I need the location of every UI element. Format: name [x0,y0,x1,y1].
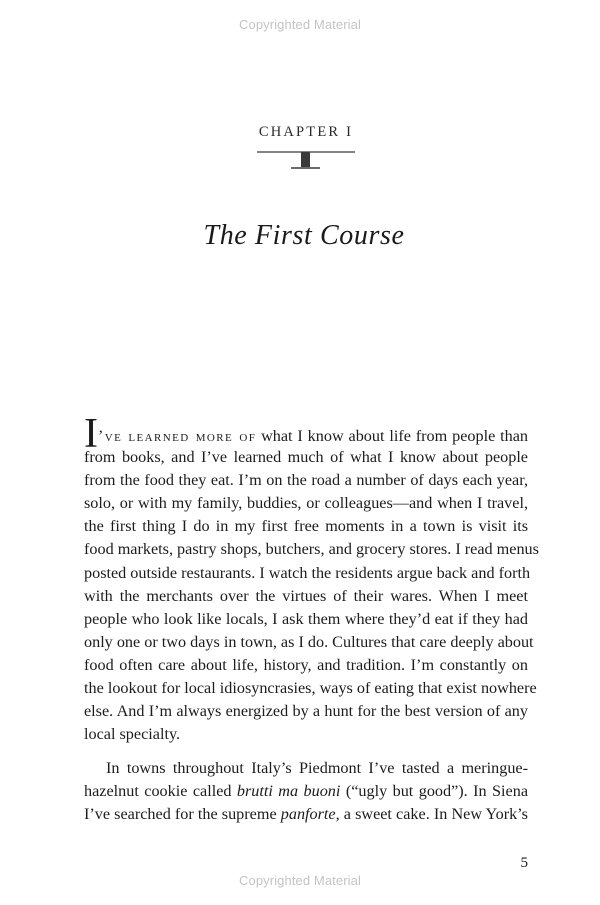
page-number: 5 [520,855,528,871]
text-line [84,803,528,826]
text-line: with the merchants over the virtues of their wares. When I meet [84,586,528,605]
text-line: else. And I’m always energized by a hunt for the best version of any [84,702,528,721]
text-line: from books, and I’ve learned much of what I know about people [84,448,528,467]
chapter-title: The First Course [203,220,405,251]
line-text: hazelnut cookie called [84,782,237,801]
text-line: posted outside restaurants. I watch the residents argue back and forth [84,563,531,582]
line-text: a sweet cake. In New York’s [339,805,528,824]
text-line: people who look like locals, I ask them where they’d eat if they had [84,609,528,628]
text-line: the lookout for local idiosyncrasies, ways of eating that exist nowhere [84,679,537,698]
text-line [84,780,528,803]
text-line [84,411,528,457]
italic-phrase: panforte, [280,805,340,824]
line-text: (“ugly but good”). In Siena [340,782,529,801]
line-text: I’ve searched for the supreme [84,805,281,824]
watermark-bottom: Copyrighted Material [239,873,361,888]
line-text: what I know about life from people than [256,427,528,445]
text-line: solo, or with my family, buddies, or colleagues—and when I travel, [84,494,528,513]
text-line: In towns throughout Italy’s Piedmont I’ve tasted a meringue- [106,759,528,777]
italic-phrase: brutti ma buoni [236,782,341,801]
text-line: the first thing I do in my first free moments in a town is visit its [84,517,528,536]
text-line: food markets, pastry shops, butchers, and grocery stores. I read menus [84,540,539,559]
watermark-top: Copyrighted Material [239,17,361,32]
small-caps-lead: ’ve learned more of [98,428,257,445]
text-line: food often care about life, history, and tradition. I’m constantly on [84,655,528,674]
body-paragraph-1 [84,411,539,746]
drop-cap: I [84,411,98,457]
body-paragraph-2 [84,757,528,826]
chapter-label: CHAPTER I [258,124,354,140]
text-line: local specialty. [84,725,181,744]
text-line: from the food they eat. I’m on the road a number of days each year, [84,471,528,490]
chapter-ornament [257,149,355,171]
text-line: only one or two days in town, as I do. Cultures that care deeply about [84,632,534,651]
